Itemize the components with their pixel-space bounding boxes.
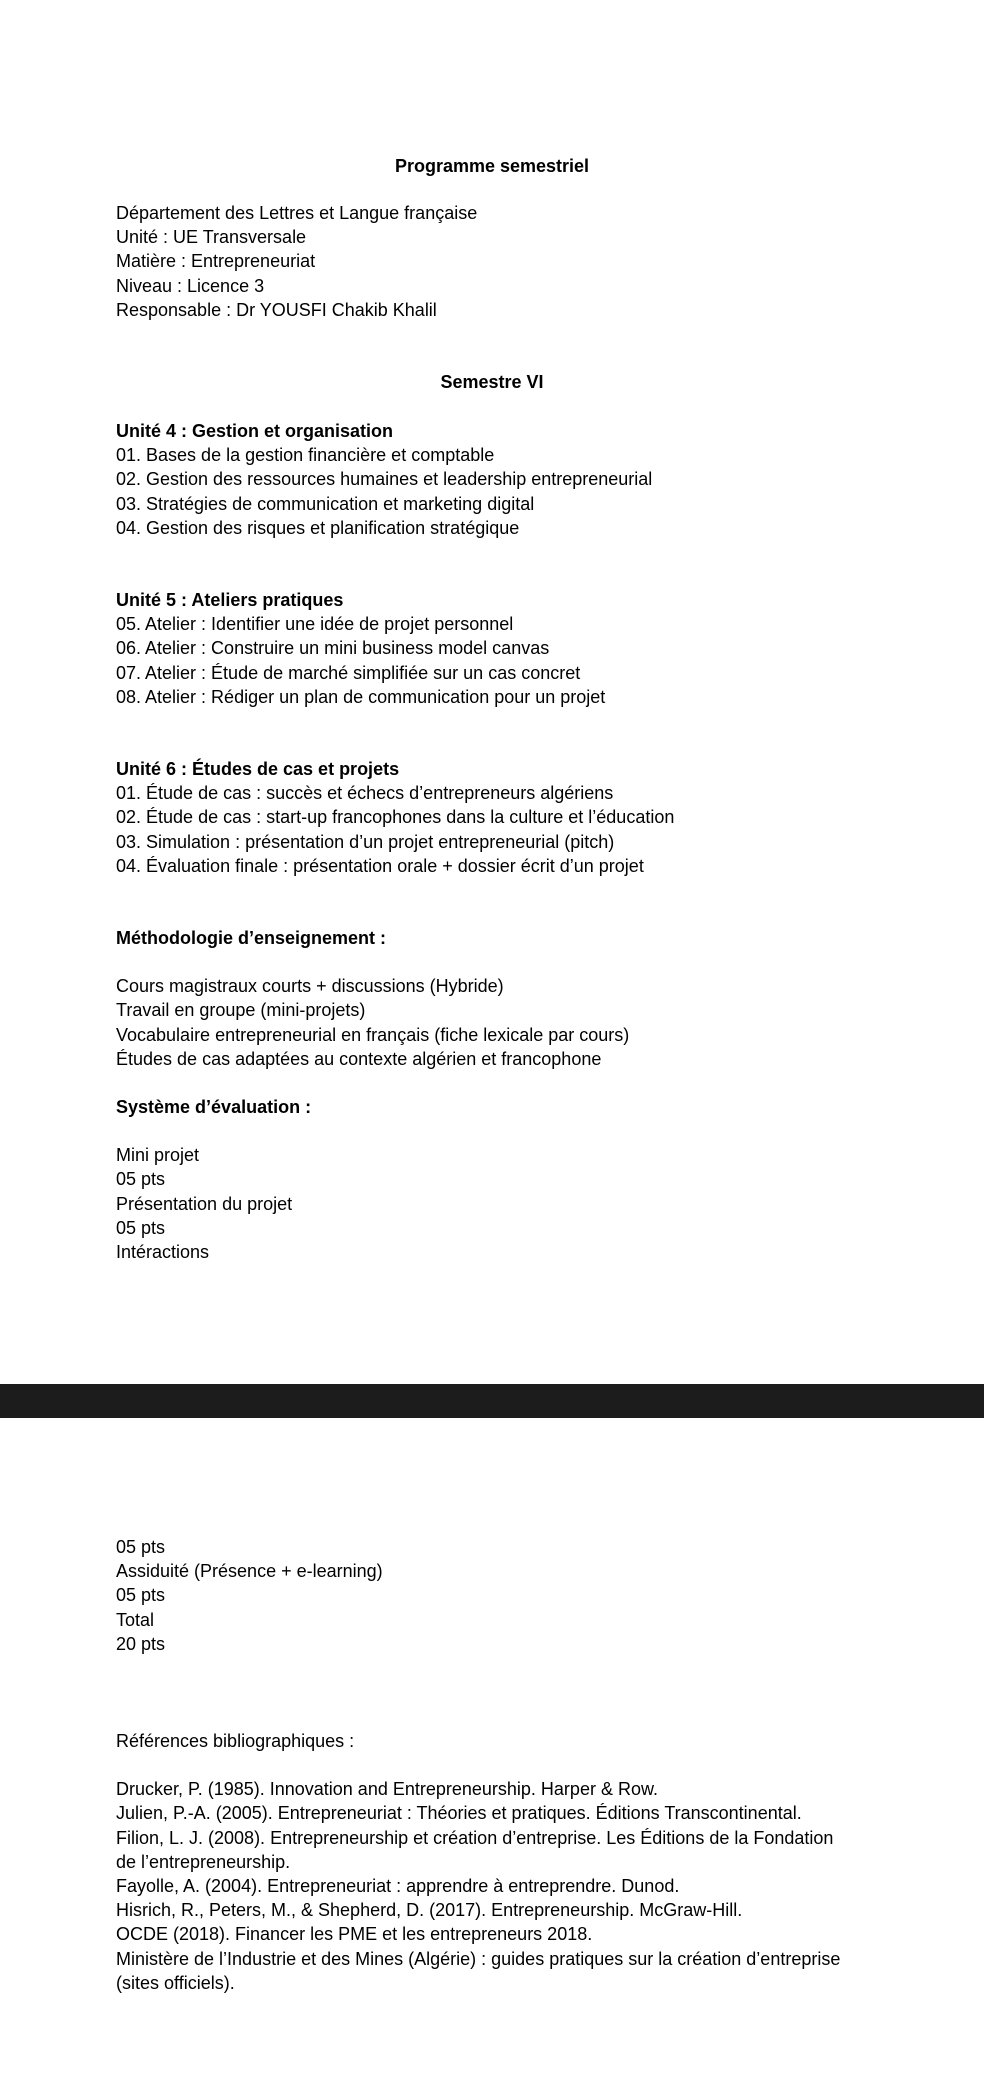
reference-line: (sites officiels). xyxy=(116,1972,235,1993)
department-line: Département des Lettres et Langue française xyxy=(116,203,478,223)
evaluation-item: Présentation du projet xyxy=(116,1193,293,1214)
evaluation-item: 05 pts xyxy=(116,1169,166,1190)
evaluation-item: Assiduité (Présence + e-learning) xyxy=(116,1561,383,1582)
level-line: Niveau : Licence 3 xyxy=(116,275,265,296)
unit-heading: Unité 5 : Ateliers pratiques xyxy=(116,590,344,610)
unit-item: 03. Stratégies de communication et marketing digital xyxy=(116,493,535,514)
reference-line: Julien, P.-A. (2005). Entrepreneuriat : Théories et pratiques. Éditions Transcontinental. xyxy=(116,1803,802,1824)
document-title: Programme semestriel xyxy=(394,156,590,176)
evaluation-item: 05 pts xyxy=(116,1537,166,1557)
evaluation-section xyxy=(116,1095,311,1264)
evaluation-item: 20 pts xyxy=(116,1633,166,1654)
reference-line: Drucker, P. (1985). Innovation and Entrepreneurship. Harper & Row. xyxy=(116,1779,658,1800)
unit-item: 03. Simulation : présentation d’un projet entrepreneurial (pitch) xyxy=(116,831,615,852)
unit-item: 01. Bases de la gestion financière et comptable xyxy=(116,445,495,466)
evaluation-item: Total xyxy=(116,1609,155,1630)
methodology-section xyxy=(116,926,629,1071)
reference-line: Fayolle, A. (2004). Entrepreneuriat : apprendre à entreprendre. Dunod. xyxy=(116,1876,680,1897)
unit-item: 06. Atelier : Construire un mini business model canvas xyxy=(116,638,550,659)
evaluation-continued xyxy=(116,1535,383,1656)
unit-heading: Unité 6 : Études de cas et projets xyxy=(116,759,400,779)
unit-6-section xyxy=(116,757,674,878)
references-section xyxy=(116,1729,840,1995)
evaluation-item: 05 pts xyxy=(116,1217,166,1238)
unit-item: 04. Gestion des risques et planification stratégique xyxy=(116,517,520,538)
reference-line: de l’entrepreneurship. xyxy=(116,1851,291,1872)
unit-item: 02. Gestion des ressources humaines et leadership entrepreneurial xyxy=(116,469,653,490)
reference-line: Ministère de l’Industrie et des Mines (Algérie) : guides pratiques sur la création d’entreprise xyxy=(116,1948,841,1969)
unit-item: 07. Atelier : Étude de marché simplifiée sur un cas concret xyxy=(116,662,581,683)
references-heading: Références bibliographiques : xyxy=(116,1731,355,1751)
unit-item: 02. Étude de cas : start-up francophones dans la culture et l’éducation xyxy=(116,807,675,828)
methodology-item: Vocabulaire entrepreneurial en français (fiche lexicale par cours) xyxy=(116,1024,630,1045)
unit-heading: Unité 4 : Gestion et organisation xyxy=(116,421,394,441)
evaluation-heading: Système d’évaluation : xyxy=(116,1097,312,1117)
evaluation-item: 05 pts xyxy=(116,1585,166,1606)
semester-heading: Semestre VI xyxy=(440,372,544,392)
methodology-heading: Méthodologie d’enseignement : xyxy=(116,928,387,948)
methodology-item: Cours magistraux courts + discussions (Hybride) xyxy=(116,976,504,997)
header-info xyxy=(116,201,477,322)
reference-line: Filion, L. J. (2008). Entrepreneurship et création d’entreprise. Les Éditions de la Fondation xyxy=(116,1827,834,1848)
unit-item: 05. Atelier : Identifier une idée de projet personnel xyxy=(116,614,514,635)
unit-4-section xyxy=(116,419,652,540)
unit-item: 08. Atelier : Rédiger un plan de communication pour un projet xyxy=(116,686,606,707)
methodology-item: Travail en groupe (mini-projets) xyxy=(116,1000,366,1021)
methodology-item: Études de cas adaptées au contexte algérien et francophone xyxy=(116,1048,602,1069)
unit-line: Unité : UE Transversale xyxy=(116,227,307,248)
unit-item: 04. Évaluation finale : présentation orale + dossier écrit d’un projet xyxy=(116,855,644,876)
page-divider xyxy=(0,1384,984,1418)
unit-5-section xyxy=(116,588,605,709)
evaluation-item: Intéractions xyxy=(116,1242,210,1263)
subject-line: Matière : Entrepreneuriat xyxy=(116,251,316,272)
reference-line: Hisrich, R., Peters, M., & Shepherd, D. (2017). Entrepreneurship. McGraw-Hill. xyxy=(116,1900,743,1921)
reference-line: OCDE (2018). Financer les PME et les entrepreneurs 2018. xyxy=(116,1924,593,1945)
evaluation-item: Mini projet xyxy=(116,1145,200,1166)
document-page-2 xyxy=(0,1418,984,2094)
unit-item: 01. Étude de cas : succès et échecs d’entrepreneurs algériens xyxy=(116,783,614,804)
responsible-line: Responsable : Dr YOUSFI Chakib Khalil xyxy=(116,299,437,320)
